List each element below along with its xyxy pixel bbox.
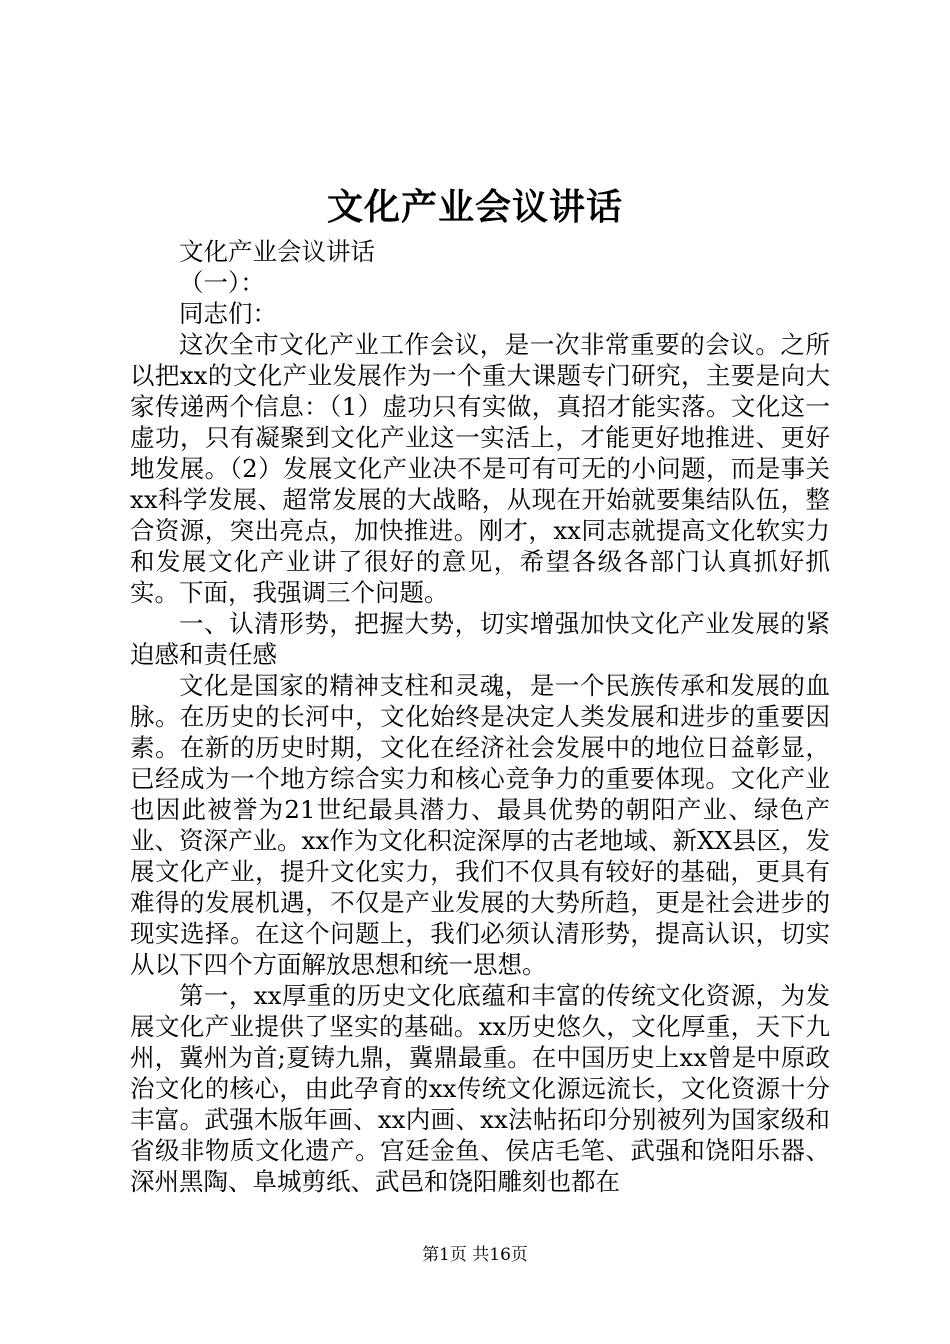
body-paragraph: （一）： xyxy=(179,268,265,297)
document-body xyxy=(130,236,830,1197)
document-title: 文化产业会议讲话 xyxy=(326,186,623,228)
body-paragraph: 第一，xx厚重的历史文化底蕴和丰富的传统文化资源，为发展文化产业提供了坚实的基础。xx历史悠久，文化厚重，天下九州，冀州为首;夏铸九鼎，冀鼎最重。在中国历史上xx曾是中原政治文化的核心，由此孕育的xx传统文化源远流长，文化资源十分丰富。武强木版年画、xx内画、xx法帖拓印分别被列为国家级和省级非物质文化遗产。宫廷金鱼、侯店毛笔、武强和饶阳乐器、深州黑陶、阜城剪纸、武邑和饶阳雕刻也都在 xyxy=(130,981,830,1196)
body-paragraph: 文化是国家的精神支柱和灵魂，是一个民族传承和发展的血脉。在历史的长河中，文化始终是决定人类发展和进步的重要因素。在新的历史时期，文化在经济社会发展中的地位日益彰显，已经成为一个地方综合实力和核心竞争力的重要体现。文化产业也因此被誉为21世纪最具潜力、最具优势的朝阳产业、绿色产业、资深产业。xx作为文化积淀深厚的古老地域、新XX县区，发展文化产业，提升文化实力，我们不仅具有较好的基础，更具有难得的发展机遇，不仅是产业发展的大势所趋，更是社会进步的现实选择。在这个问题上，我们必须认清形势，提高认识，切实从以下四个方面解放思想和统一思想。 xyxy=(130,671,830,979)
body-paragraph: 这次全市文化产业工作会议，是一次非常重要的会议。之所以把xx的文化产业发展作为一个重大课题专门研究，主要是向大家传递两个信息：（1）虚功只有实做，真招才能实落。文化这一虚功，只有凝聚到文化产业这一实活上，才能更好地推进、更好地发展。（2）发展文化产业决不是可有可无的小问题，而是事关xx科学发展、超常发展的大战略，从现在开始就要集结队伍，整合资源，突出亮点，加快推进。刚才，xx同志就提高文化软实力和发展文化产业讲了很好的意见，希望各级各部门认真抓好抓实。下面，我强调三个问题。 xyxy=(130,330,830,607)
body-paragraph: 同志们： xyxy=(179,299,277,328)
page-footer: 第1页 共16页 xyxy=(422,1245,528,1265)
section-heading: 一、认清形势，把握大势，切实增强加快文化产业发展的紧迫感和责任感 xyxy=(130,609,830,669)
body-paragraph: 文化产业会议讲话 xyxy=(179,237,375,266)
